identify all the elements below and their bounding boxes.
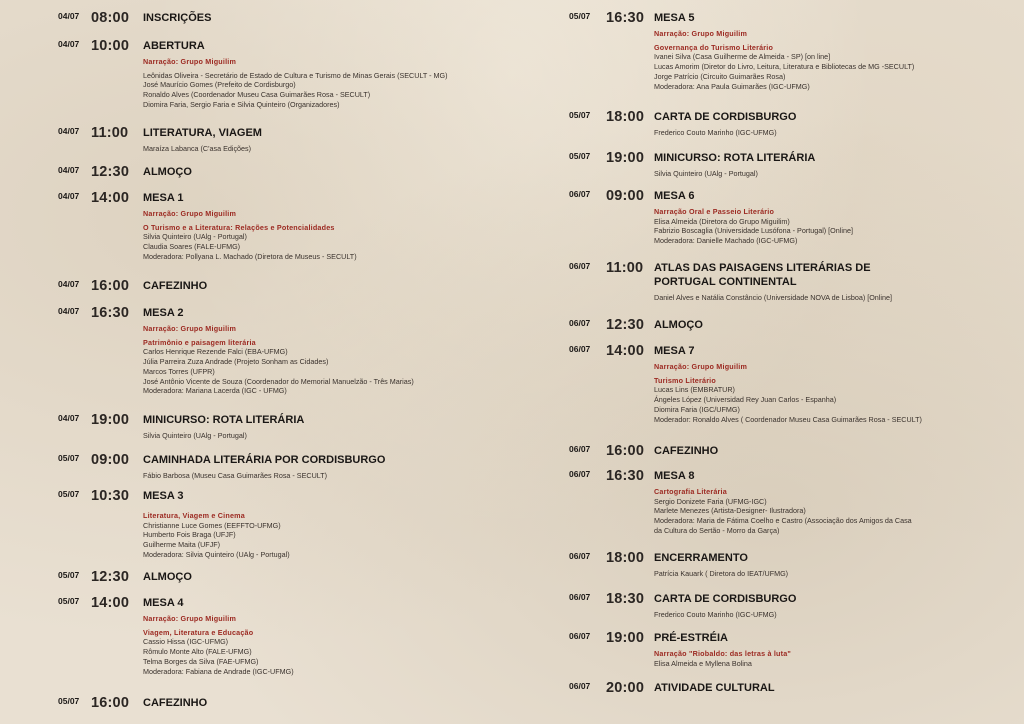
entry-title: MESA 6	[654, 190, 695, 202]
entry-title: CAFEZINHO	[654, 445, 719, 457]
participant-line: Claudia Soares (FALE-UFMG)	[143, 242, 241, 252]
entry-time: 11:00	[91, 125, 129, 141]
entry-title: MESA 1	[143, 192, 184, 204]
entry-details	[654, 362, 922, 424]
session-subtitle: Literatura, Viagem e Cinema	[143, 511, 245, 520]
participant-line: Marlete Menezes (Artista-Designer- Ilustradora)	[654, 506, 806, 516]
entry-date: 05/07	[58, 696, 80, 706]
entry-details	[143, 431, 247, 441]
entry-title: ATLAS DAS PAISAGENS LITERÁRIAS DE	[654, 262, 871, 274]
entry-date: 06/07	[569, 681, 591, 691]
participant-line: Telma Borges da Silva (FAE-UFMG)	[143, 656, 259, 666]
entry-time: 19:00	[91, 412, 130, 428]
entry-title: MESA 4	[143, 597, 184, 609]
participant-line: Fábio Barbosa (Museu Casa Guimarães Rosa - SECULT)	[143, 471, 328, 480]
participant-line: Ivanei Silva (Casa Guilherme de Almeida - SP) [on line]	[654, 52, 831, 62]
participant-line: Ronaldo Alves (Coordenador Museu Casa Guimarães Rosa - SECULT)	[143, 90, 371, 100]
entry-title: CARTA DE CORDISBURGO	[654, 111, 797, 123]
entry-details	[654, 649, 791, 668]
entry-details	[143, 614, 294, 676]
entry-title: MESA 5	[654, 12, 695, 24]
entry-date: 06/07	[569, 261, 591, 271]
entry-title: MESA 3	[143, 490, 184, 502]
session-subtitle: Viagem, Literatura e Educação	[143, 627, 254, 637]
participant-line: Moderadora: Mariana Lacerda (IGC - UFMG)	[143, 386, 287, 396]
entry-date: 05/07	[569, 11, 591, 21]
entry-time: 20:00	[606, 680, 645, 696]
entry-date: 05/07	[58, 489, 80, 499]
entry-time: 18:00	[606, 109, 645, 125]
participant-line: Silvia Quinteiro (UAlg - Portugal)	[143, 232, 247, 242]
participant-line: José Antônio Vicente de Souza (Coordenador do Memorial Manuelzão - Três Marias)	[143, 376, 414, 386]
entry-date: 05/07	[58, 453, 80, 463]
entry-title: ALMOÇO	[143, 166, 192, 178]
entry-time: 12:30	[91, 569, 130, 585]
entry-time: 16:00	[91, 278, 130, 294]
entry-details	[143, 57, 448, 110]
entry-details	[654, 487, 912, 536]
entry-time: 09:00	[91, 452, 130, 468]
entry-date: 05/07	[569, 110, 591, 120]
participant-line: Lucas Amorim (Diretor do Livro, Leitura, Literatura e Bibliotecas de MG -SECULT)	[654, 62, 915, 72]
entry-date: 05/07	[58, 570, 80, 580]
entry-date: 04/07	[58, 39, 80, 49]
entry-details	[143, 507, 290, 560]
entry-details	[143, 144, 251, 154]
entry-title: PORTUGAL CONTINENTAL	[654, 276, 797, 288]
entry-date: 05/07	[569, 151, 591, 161]
entry-details	[143, 324, 414, 396]
participant-line: Cassio Hissa (IGC-UFMG)	[143, 637, 229, 647]
entry-details	[654, 293, 892, 303]
session-subtitle: Cartografia Literária	[654, 487, 727, 496]
session-subtitle: Narração: Grupo Miguilim	[143, 209, 237, 218]
entry-date: 06/07	[569, 631, 591, 641]
entry-details	[654, 169, 758, 179]
entry-title: ALMOÇO	[654, 319, 703, 331]
participant-line: Elisa Almeida (Diretora do Grupo Miguilim)	[654, 216, 790, 226]
session-subtitle: Patrimônio e paisagem literária	[143, 337, 256, 347]
participant-line: Marcos Torres (UFPR)	[143, 366, 215, 376]
participant-line: Maraíza Labanca (C'asa Edições)	[143, 144, 252, 153]
entry-date: 04/07	[58, 413, 80, 423]
entry-title: MINICURSO: ROTA LITERÁRIA	[654, 152, 816, 164]
entry-title: CAFEZINHO	[143, 697, 208, 709]
entry-time: 09:00	[606, 188, 645, 204]
participant-line: Frederico Couto Marinho (IGC-UFMG)	[654, 128, 777, 137]
entry-details	[143, 471, 327, 481]
entry-details	[654, 610, 777, 620]
entry-time: 14:00	[606, 343, 645, 359]
participant-line: Silvia Quinteiro (UAlg - Portugal)	[143, 431, 247, 440]
entry-details	[654, 207, 853, 246]
participant-line: Patrícia Kauark ( Diretora do IEAT/UFMG)	[654, 569, 789, 578]
entry-title: MESA 2	[143, 307, 184, 319]
entry-time: 10:00	[91, 38, 130, 54]
entry-title: ATIVIDADE CULTURAL	[654, 682, 775, 694]
entry-title: ENCERRAMENTO	[654, 552, 748, 564]
session-subtitle: Narração: Grupo Miguilim	[143, 614, 237, 623]
participant-line: Moderador: Ronaldo Alves ( Coordenador Museu Casa Guimarães Rosa - SECULT)	[654, 414, 922, 424]
participant-line: Sergio Donizete Faria (UFMG-IGC)	[654, 496, 767, 506]
entry-title: PRÉ-ESTRÉIA	[654, 632, 728, 644]
entry-date: 06/07	[569, 551, 591, 561]
participant-line: Júlia Parreira Zuza Andrade (Projeto Sonham as Cidades)	[143, 357, 329, 367]
entry-title: CAMINHADA LITERÁRIA POR CORDISBURGO	[143, 454, 386, 466]
entry-time: 18:30	[606, 591, 645, 607]
session-subtitle: Narração: Grupo Miguilim	[143, 324, 237, 333]
participant-line: da Cultura do Sertão - Morro da Garça)	[654, 525, 780, 535]
entry-time: 14:00	[91, 595, 130, 611]
entry-title: ALMOÇO	[143, 571, 192, 583]
entry-date: 05/07	[58, 596, 80, 606]
participant-line: Christianne Luce Gomes (EEFFTO-UFMG)	[143, 520, 281, 530]
participant-line: Rômulo Monte Alto (FALE-UFMG)	[143, 647, 252, 657]
entry-title: LITERATURA, VIAGEM	[143, 127, 262, 139]
participant-line: Diomira Faria, Sergio Faria e Silvia Quinteiro (Organizadores)	[143, 99, 340, 109]
participant-line: Elisa Almeida e Myllena Bolina	[654, 658, 752, 668]
participant-line: Jorge Patrício (Circuito Guimarães Rosa)	[654, 71, 786, 81]
entry-details	[654, 128, 777, 138]
entry-date: 06/07	[569, 592, 591, 602]
participant-line: Moderadora: Fabiana de Andrade (IGC-UFMG)	[143, 666, 294, 676]
entry-title: INSCRIÇÕES	[143, 12, 212, 24]
participant-line: Lucas Lins (EMBRATUR)	[654, 385, 735, 395]
participant-line: Daniel Alves e Natália Constâncio (Universidade NOVA de Lisboa) [Online]	[654, 293, 892, 302]
participant-line: Moderadora: Pollyana L. Machado (Diretora de Museus - SECULT)	[143, 251, 357, 261]
participant-line: Fabrizio Boscaglia (Universidade Lusófona - Portugal) [Online]	[654, 226, 853, 236]
entry-time: 10:30	[91, 488, 130, 504]
participant-line: Humberto Fois Braga (UFJF)	[143, 530, 236, 540]
entry-time: 14:00	[91, 190, 130, 206]
entry-date: 04/07	[58, 11, 80, 21]
entry-date: 04/07	[58, 306, 80, 316]
entry-date: 04/07	[58, 191, 80, 201]
session-subtitle: Narração: Grupo Miguilim	[143, 57, 237, 66]
participant-line: Moderadora: Danielle Machado (IGC-UFMG)	[654, 236, 798, 246]
participant-line: Moderadora: Maria de Fátima Coelho e Castro (Associação dos Amigos da Casa	[654, 516, 912, 526]
entry-time: 12:30	[606, 317, 645, 333]
entry-time: 11:00	[606, 260, 644, 276]
entry-title: ABERTURA	[143, 40, 205, 52]
entry-time: 16:30	[606, 10, 645, 26]
entry-date: 04/07	[58, 126, 80, 136]
participant-line: Diomira Faria (IGC/UFMG)	[654, 404, 740, 414]
session-subtitle: Narração "Riobaldo: das letras à luta"	[654, 649, 792, 658]
session-subtitle: Narração: Grupo Miguilim	[654, 29, 748, 38]
entry-title: CAFEZINHO	[143, 280, 208, 292]
entry-time: 16:00	[606, 443, 645, 459]
entry-date: 06/07	[569, 189, 591, 199]
session-subtitle: Narração: Grupo Miguilim	[654, 362, 748, 371]
entry-time: 16:30	[91, 305, 130, 321]
entry-time: 19:00	[606, 630, 645, 646]
entry-title: MESA 7	[654, 345, 695, 357]
participant-line: Frederico Couto Marinho (IGC-UFMG)	[654, 610, 777, 619]
entry-date: 06/07	[569, 469, 591, 479]
entry-details	[654, 569, 788, 579]
entry-details	[654, 29, 914, 91]
participant-line: Ángeles López (Universidad Rey Juan Carlos - Espanha)	[654, 395, 837, 405]
participant-line: Moderadora: Silvia Quinteiro (UAlg - Portugal)	[143, 549, 290, 559]
entry-time: 16:30	[606, 468, 645, 484]
participant-line: Silvia Quinteiro (UAlg - Portugal)	[654, 169, 758, 178]
participant-line: Carlos Henrique Rezende Falci (EBA-UFMG)	[143, 347, 288, 357]
entry-title: CARTA DE CORDISBURGO	[654, 593, 797, 605]
entry-title: MINICURSO: ROTA LITERÁRIA	[143, 414, 305, 426]
entry-time: 18:00	[606, 550, 645, 566]
session-subtitle: O Turismo e a Literatura: Relações e Potencialidades	[143, 222, 335, 232]
entry-date: 04/07	[58, 165, 80, 175]
participant-line: José Maurício Gomes (Prefeito de Cordisburgo)	[143, 80, 296, 90]
entry-time: 19:00	[606, 150, 645, 166]
participant-line: Moderadora: Ana Paula Guimarães (IGC-UFMG)	[654, 81, 810, 91]
participant-line: Leônidas Oliveira - Secretário de Estado de Cultura e Turismo de Minas Gerais (SECULT - MG)	[143, 70, 448, 80]
session-subtitle: Narração Oral e Passeio Literário	[654, 207, 775, 216]
entry-date: 04/07	[58, 279, 80, 289]
session-subtitle: Turismo Literário	[654, 375, 716, 385]
entry-title: MESA 8	[654, 470, 695, 482]
participant-line: Guilherme Maita (UFJF)	[143, 540, 221, 550]
entry-time: 08:00	[91, 10, 130, 26]
session-subtitle: Governança do Turismo Literário	[654, 42, 774, 52]
entry-time: 12:30	[91, 164, 130, 180]
entry-time: 16:00	[91, 695, 130, 711]
entry-details	[143, 209, 357, 262]
entry-date: 06/07	[569, 344, 591, 354]
entry-date: 06/07	[569, 318, 591, 328]
entry-date: 06/07	[569, 444, 591, 454]
